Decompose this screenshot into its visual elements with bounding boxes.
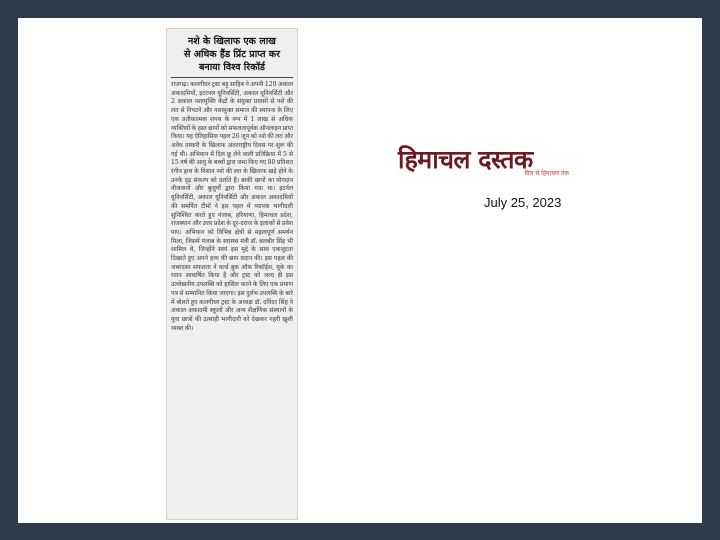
- masthead-name: हिमाचल दस्तक: [398, 145, 533, 174]
- article-headline: [171, 35, 293, 74]
- headline-line: से अधिक हैंड प्रिंट प्राप्त कर: [184, 49, 280, 60]
- headline-line: नशे के खिलाफ एक लाख: [188, 36, 276, 47]
- headline-line: बनाया विश्व रिकॉर्ड: [199, 62, 265, 73]
- article-body: राजगढ़। कलगीधर ट्रस्ट बड़ू साहिब ने अपनी 129 अकाल अकादमियों, इटरनल यूनिवर्सिटी, अकाल यूनिवर्सिटी और 2 अकाल नशामुक्ति केंद्रों के संयुक्त प्रयासों से नशे की लत से निपटने और नशामुक्त समाज की स्थापना के लिए एक प्रतीकात्मक शपथ के रूप में 1 लाख से अधिक व्यक्तियों के हस्त छापों को सफलतापूर्वक ऑनलाइन प्राप्त किया। यह ऐतिहासिक पहल 26 जून को नशे की लत और अवैध तस्करी के खिलाफ अंतरराष्ट्रीय दिवस पर शुरू की गई थी। अभियान में दिल छू लेने वाली प्रतिक्रिया में 5 से 15 वर्ष की आयु के बच्चों द्वारा जमा किए गए 80 प्रतिशत रंगीन हाथ के निशान नशे की लत के खिलाफ खड़े होने के उनके दृढ़ संकल्प को दर्शाते हैं। बाकी छापों का योगदान नौजवानों और बुजुर्गों द्वारा किया गया था। इटर्नल यूनिवर्सिटी, अकाल यूनिवर्सिटी और अकाल अकादमियों की समर्पित टीमों ने इस पहल में व्यापक भागीदारी सुनिश्चित करते हुए पंजाब, हरियाणा, हिमाचल प्रदेश, राजस्थान और उत्तर प्रदेश के दूर-दराज के इलाकों से प्रवेश पाए। अभियान को विभिन्न क्षेत्रों से महत्वपूर्ण समर्थन मिला, जिसमें पंजाब के स्वास्थ्य मंत्री डॉ. बलबीर सिंह भी शामिल थे, जिन्होंने स्वयं इस मुद्दे के साथ एकजुटता दिखाते हुए अपने हाथ की छाप प्रदान की। इस पहल की जबरदस्त सफलता ने वर्ल्ड बुक ऑफ रिकॉर्ड्स, यूके का ध्यान आकर्षित किया है और ट्रस्ट को जल्द ही इस उल्लेखनीय उपलब्धि को हासिल करने के लिए एक प्रमाण पत्र से सम्मानित किया जाएगा। इस दुर्लभ उपलब्धि के बारे में बोलते हुए कलगीधर ट्रस्ट के अध्यक्ष डॉ. दविंदर सिंह ने अकाल अकादमी स्कूलों और अन्य शैक्षणिक संस्थानों के युवा छात्रों की उत्साही भागीदारी को देखकर गहरी खुशी व्यक्त की।: [171, 81, 293, 332]
- masthead-tagline: दिल से हिमाचल तक: [524, 170, 569, 177]
- newspaper-clipping: [166, 28, 298, 520]
- slide: [18, 18, 702, 523]
- publication-date: July 25, 2023: [484, 195, 562, 210]
- headline-divider: [171, 77, 293, 78]
- newspaper-masthead-logo: [398, 142, 573, 178]
